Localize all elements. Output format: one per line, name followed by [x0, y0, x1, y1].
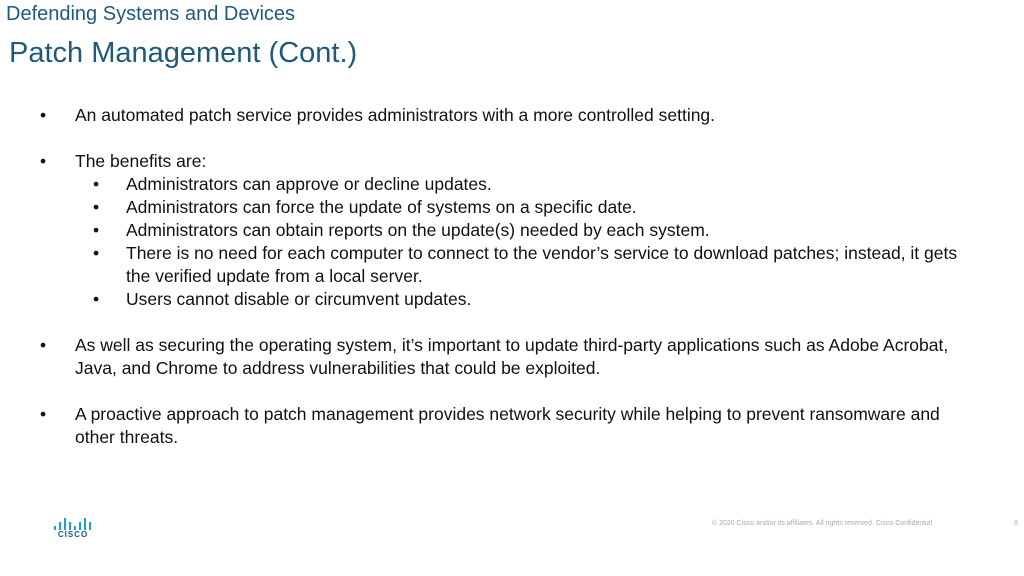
bullet-item — [40, 334, 980, 380]
bullet-icon: • — [93, 243, 100, 263]
bullet-text: A proactive approach to patch management provides network security while helping to prevent ransomware and other threats. — [75, 404, 940, 447]
sub-bullet-item — [40, 196, 980, 219]
sub-bullet-text: Administrators can obtain reports on the update(s) needed by each system. — [126, 220, 710, 240]
bullet-icon: • — [93, 197, 100, 217]
bullet-text: The benefits are: — [75, 151, 207, 171]
footer-copyright: © 2020 Cisco and/or its affiliates. All rights reserved. Cisco Confidential — [712, 520, 933, 527]
cisco-logo — [52, 518, 94, 540]
bullet-item — [40, 403, 980, 449]
bullet-text: An automated patch service provides administrators with a more controlled setting. — [75, 105, 716, 125]
sub-bullet-item — [40, 288, 980, 311]
sub-bullet-text: Users cannot disable or circumvent updates. — [126, 289, 472, 309]
bullet-item — [40, 150, 980, 173]
sub-bullet-text: There is no need for each computer to connect to the vendor’s service to download patches; instead, it gets the verified update from a local server. — [126, 243, 958, 286]
page-number: 8 — [1014, 520, 1018, 527]
sub-bullet-item — [40, 242, 980, 288]
cisco-wordmark: CISCO — [57, 530, 89, 539]
bullet-icon: • — [93, 220, 100, 240]
bullet-icon: • — [93, 289, 100, 309]
cisco-bars-icon — [52, 518, 94, 530]
sub-bullet-item — [40, 173, 980, 196]
bullet-icon: • — [40, 404, 47, 424]
bullet-icon: • — [40, 335, 47, 355]
section-title: Defending Systems and Devices — [6, 3, 296, 25]
bullet-item — [40, 104, 980, 127]
bullet-text: As well as securing the operating system, it’s important to update third-party applications such as Adobe Acrobat, Java, and Chrome to address vulnerabilities that could be exploited. — [75, 335, 949, 378]
slide-title: Patch Management (Cont.) — [9, 37, 358, 69]
slide-content — [40, 104, 980, 449]
sub-bullet-text: Administrators can force the update of systems on a specific date. — [126, 197, 637, 217]
bullet-icon: • — [40, 151, 47, 171]
bullet-icon: • — [93, 174, 100, 194]
sub-bullet-text: Administrators can approve or decline updates. — [126, 174, 492, 194]
bullet-icon: • — [40, 105, 47, 125]
sub-bullet-item — [40, 219, 980, 242]
